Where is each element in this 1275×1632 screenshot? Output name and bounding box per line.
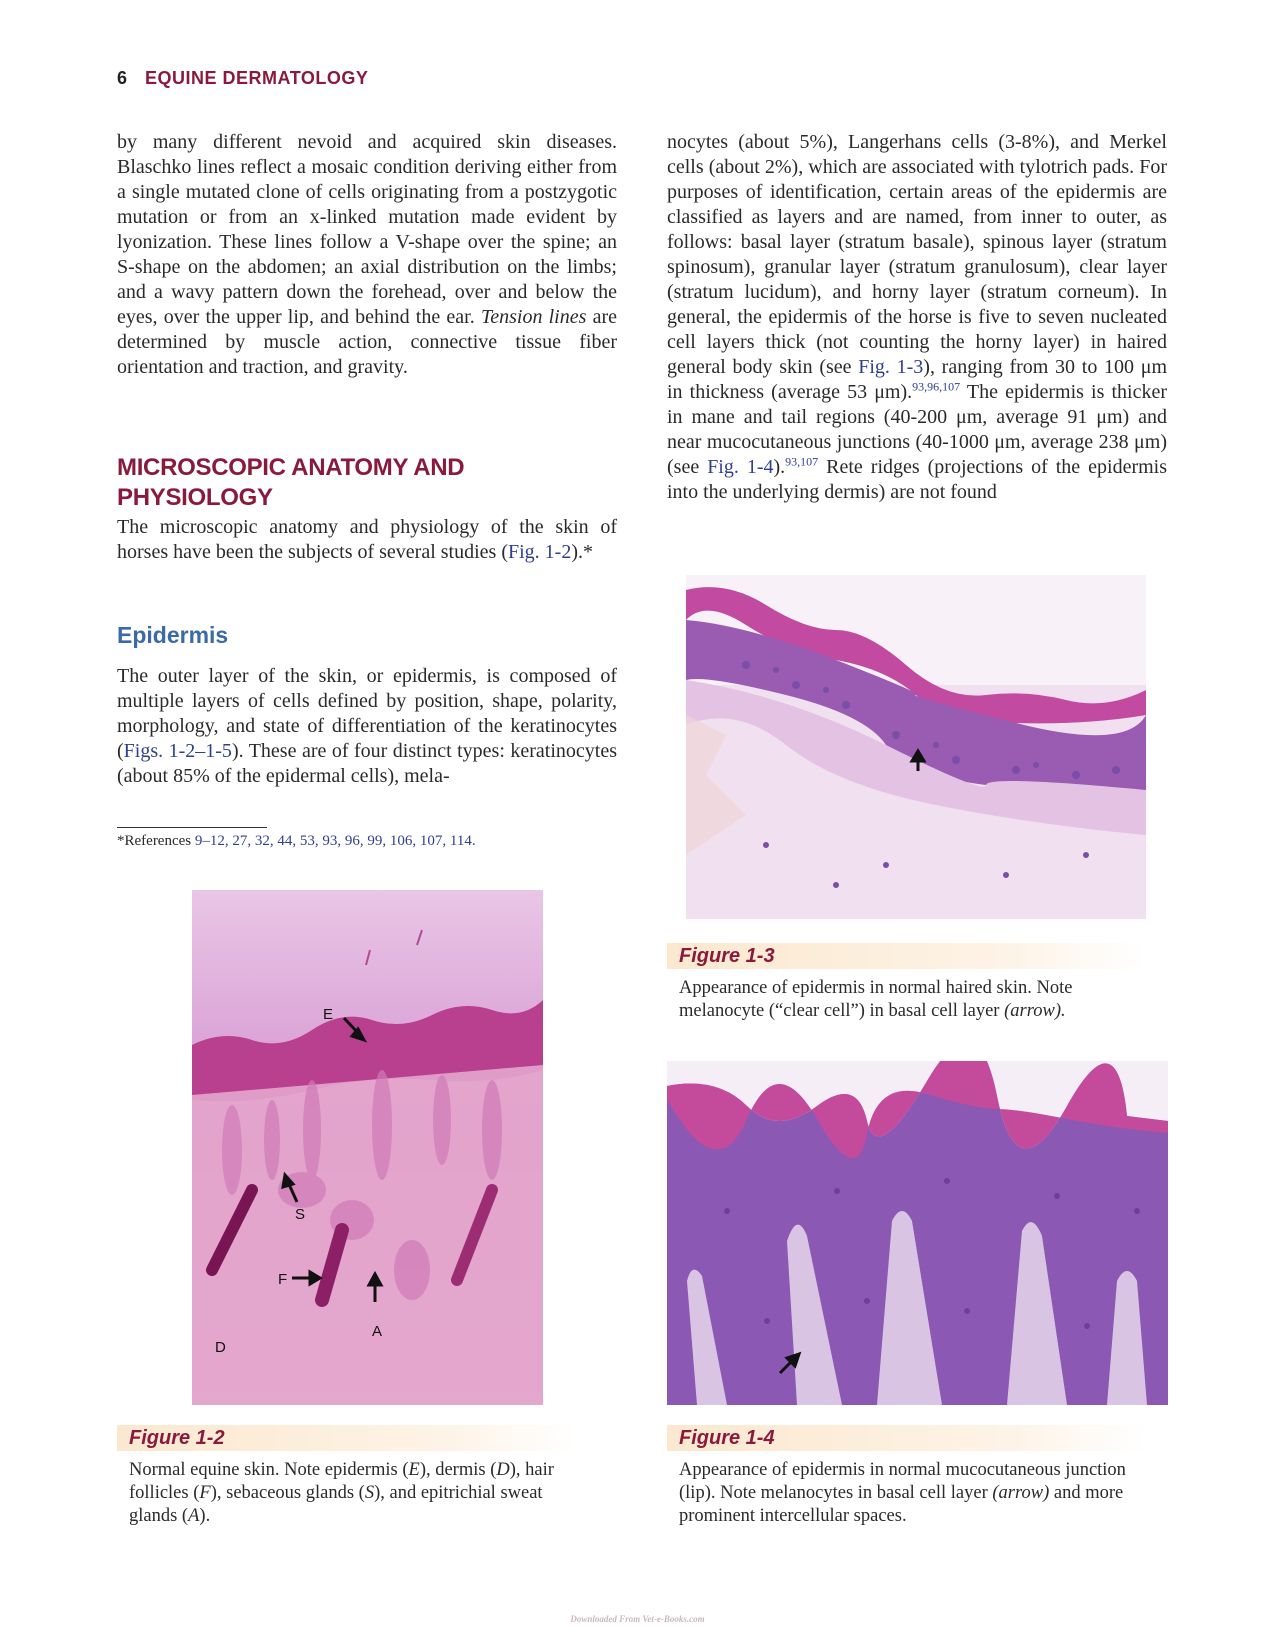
figure-label: Figure 1-4 xyxy=(667,1425,1147,1451)
fig-link[interactable]: Fig. 1-2 xyxy=(508,541,572,563)
figure-label: Figure 1-3 xyxy=(667,943,1147,969)
section-heading: MICROSCOPIC ANATOMY AND PHYSIOLOGY xyxy=(117,454,465,511)
paragraph: by many different nevoid and acquired skin diseases. Blaschko lines reflect a mosaic condition deriving either from a single mutated clone of cells originating from a postzygotic mutation or from an x-linked mutation made evident by lyonization. These lines follow a V-shape over the spine; an S-shape on the abdomen; an axial distribution on the limbs; and a wavy pattern down the forehead, over and below the eyes, over the upper lip, and behind the ear. Tension lines are determined by muscle action, connective tissue fiber orientation and traction, and gravity. xyxy=(117,131,618,378)
citation[interactable]: 93,96,107 xyxy=(912,379,961,394)
watermark: Downloaded From Vet-e-Books.com xyxy=(570,1614,705,1624)
footnote-rule xyxy=(117,827,267,828)
fig-1-4-link[interactable]: Fig. 1-4 xyxy=(707,456,774,478)
marker-f: F xyxy=(278,1271,288,1288)
fig-1-3-link[interactable]: Fig. 1-3 xyxy=(858,356,924,378)
marker-s: S xyxy=(295,1206,306,1223)
running-header xyxy=(117,68,368,89)
book-title: EQUINE DERMATOLOGY xyxy=(145,68,369,88)
column-right-text: nocytes (about 5%), Langerhans cells (3-8%), and Merkel cells (about 2%), which are associated with tylotrich pads. For purposes of identification, certain areas of the epidermis are classified as layers and are named, from inner to outer, as follows: basal layer (stratum basale), spinous layer (stratum spinosum), granular layer (stratum granulosum), clear layer (stratum lucidum), and horny layer (stratum corneum). In general, the epidermis of the horse is five to seven nucleated cell layers thick (not counting the horny layer) in haired general body skin (see Fig. 1-3), ranging from 30 to 100 μm in thickness (average 53 μm).$^{93,96,107}$ The epidermis is thicker in mane and tail regions (40-200 μm, average 91 μm) and near mucocutaneous junctions (40-1000 μm, average 238 μm) (see Fig. 1-4).$^{93,107}$ Rete ridges (projections of the epidermis into the underlying dermis) are not found xyxy=(667,131,1168,503)
page-number: 6 xyxy=(117,68,128,88)
subheading-epidermis: Epidermis xyxy=(117,622,229,648)
footnote-references-link[interactable]: 9–12, 27, 32, 44, 53, 93, 96, 99, 106, 107, 114. xyxy=(194,833,476,849)
figure-1-3-caption xyxy=(667,943,1147,1023)
figure-1-2-caption xyxy=(117,1425,577,1528)
footnote: *References 9–12, 27, 32, 44, 53, 93, 96, 99, 106, 107, 114. xyxy=(117,833,476,849)
marker-a: A xyxy=(372,1323,383,1340)
caption-text: Appearance of epidermis in normal mucocutaneous junction (lip). Note melanocytes in basal cell layer (arrow) and more prominent intercellular spaces. xyxy=(679,1460,1126,1526)
figure-1-4-image xyxy=(667,1061,1168,1405)
marker-d: D xyxy=(215,1339,226,1356)
epidermis-paragraph: The outer layer of the skin, or epidermis, is composed of multiple layers of cells defined by position, shape, polarity, morphology, and state of differentiation of the keratinocytes (Figs. 1-2–1-5). These are of four distinct types: keratinocytes (about 85% of the epidermal cells), mela- xyxy=(117,665,617,787)
section-intro-paragraph: The microscopic anatomy and physiology of the skin of horses have been the subjects of several studies (Fig. 1-2).* xyxy=(117,516,617,563)
column-left-intro xyxy=(117,130,617,380)
caption-text: Normal equine skin. Note epidermis (E), dermis (D), hair follicles (F), sebaceous glands (S), and epitrichial sweat glands (A). xyxy=(129,1460,554,1526)
figure-label: Figure 1-2 xyxy=(117,1425,577,1451)
figure-1-3-image xyxy=(686,575,1146,919)
citation[interactable]: 93,107 xyxy=(785,454,819,469)
figure-1-4-caption xyxy=(667,1425,1147,1528)
figs-link[interactable]: Figs. 1-2–1-5 xyxy=(123,740,232,762)
caption-text: Appearance of epidermis in normal haired skin. Note melanocyte (“clear cell”) in basal cell layer (arrow). xyxy=(679,978,1073,1021)
figure-1-2-image xyxy=(192,890,543,1405)
marker-e: E xyxy=(323,1006,334,1023)
